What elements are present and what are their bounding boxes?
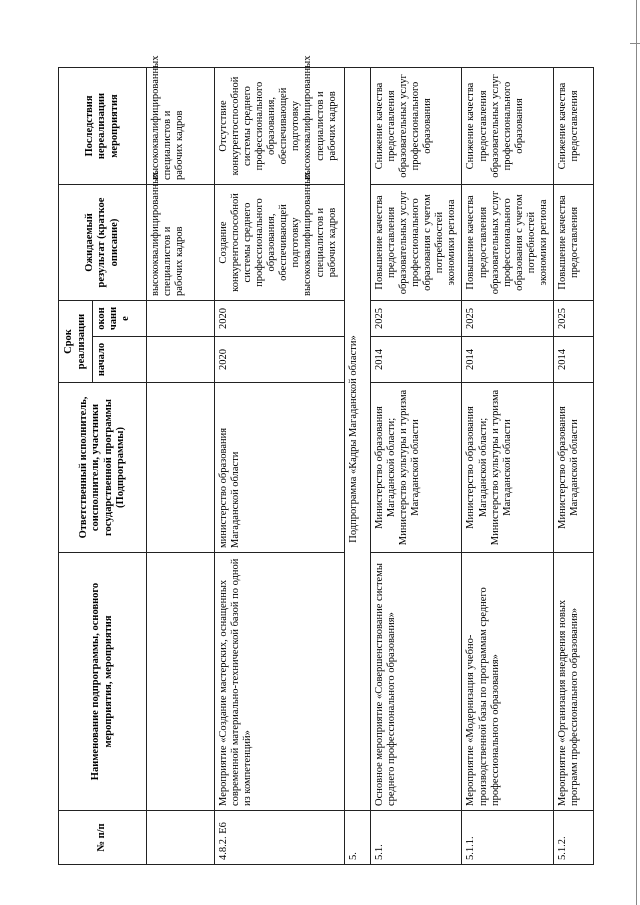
cell-end: 2020	[215, 301, 345, 337]
cell-result: Повышение качества предоставления образовательных услуг профессионального образования с учетом потребностей экономики региона	[371, 185, 462, 301]
subprogram-row	[345, 68, 371, 865]
cell-consequence: Снижение качества предоставления	[553, 68, 593, 185]
header-executor: Ответственный исполнитель, соисполнители, участники государственной программы (Подпрограммы)	[59, 383, 147, 553]
header-result: Ожидаемый результат (краткое описание)	[59, 185, 147, 301]
cell-end: 2025	[553, 301, 593, 337]
cell-result: высококвалифицированных специалистов и рабочих кадров	[147, 185, 215, 301]
cell-consequence: Отсутствие конкурентоспособной системы среднего профессионального образования, обеспечивающей подготовку высококвалифицированных специалистов и рабочих кадров	[215, 68, 345, 185]
subprogram-title: Подпрограмма «Кадры Магаданской области»	[345, 68, 371, 811]
cell-name: Мероприятие «Создание мастерских, оснащенных современной материально-технической базой по одной из компетенций»	[215, 553, 345, 811]
cell-name: Основное мероприятие «Совершенствование системы среднего профессионального образования»	[371, 553, 462, 811]
cell-num: 5.1.1.	[462, 811, 553, 865]
program-table	[58, 55, 594, 865]
table-row	[147, 68, 215, 865]
cell-name: Мероприятие «Организация внедрения новых программ профессионального образования»	[553, 553, 593, 811]
cell-num: 4.8.2. Е6	[215, 811, 345, 865]
cell-consequence: высококвалифицированных специалистов и рабочих кадров	[147, 68, 215, 185]
cell-executor: Министерство образования Магаданской области	[553, 383, 593, 553]
subprogram-num: 5.	[345, 811, 371, 865]
header-start: начало	[93, 337, 147, 383]
header-num: № п/п	[59, 811, 147, 865]
header-end: окончание	[93, 301, 147, 337]
cell-start: 2014	[553, 337, 593, 383]
header-row	[59, 68, 93, 865]
cell-executor: Министерство образования Магаданской области; Министерство культуры и туризма Магаданской области	[462, 383, 553, 553]
cell-name: Мероприятие «Модернизация учебно-производственной базы по программам среднего профессионального образования»	[462, 553, 553, 811]
page-edge-mark	[630, 43, 640, 44]
cell-result: Повышение качества предоставления образовательных услуг профессионального образования с учетом потребностей экономики региона	[462, 185, 553, 301]
table-row	[462, 68, 553, 865]
header-consequence: Последствия нереализации мероприятия	[59, 68, 147, 185]
table-row	[371, 68, 462, 865]
cell-result: Повышение качества предоставления	[553, 185, 593, 301]
table-row	[215, 68, 345, 865]
cell-end: 2025	[371, 301, 462, 337]
cell-result: Создание конкурентоспособной системы среднего профессионального образования, обеспечивающей подготовку высококвалифицированных специалистов и рабочих кадров	[215, 185, 345, 301]
cell-start: 2014	[462, 337, 553, 383]
cell-start: 2014	[371, 337, 462, 383]
cell-consequence: Снижение качества предоставления образовательных услуг профессионального образования	[462, 68, 553, 185]
cell-start: 2020	[215, 337, 345, 383]
cell-executor: министерство образования Магаданской области	[215, 383, 345, 553]
cell-consequence: Снижение качества предоставления образовательных услуг профессионального образования	[371, 68, 462, 185]
cell-executor: Министерство образования Магаданской области; Министерство культуры и туризма Магаданской области	[371, 383, 462, 553]
cell-num: 5.1.2.	[553, 811, 593, 865]
cell-end: 2025	[462, 301, 553, 337]
table-row	[553, 68, 593, 865]
cell-num: 5.1.	[371, 811, 462, 865]
header-name: Наименование подпрограммы, основного мероприятия, мероприятия	[59, 553, 147, 811]
page-edge-line	[636, 0, 637, 905]
header-period: Срок реализации	[59, 301, 93, 383]
